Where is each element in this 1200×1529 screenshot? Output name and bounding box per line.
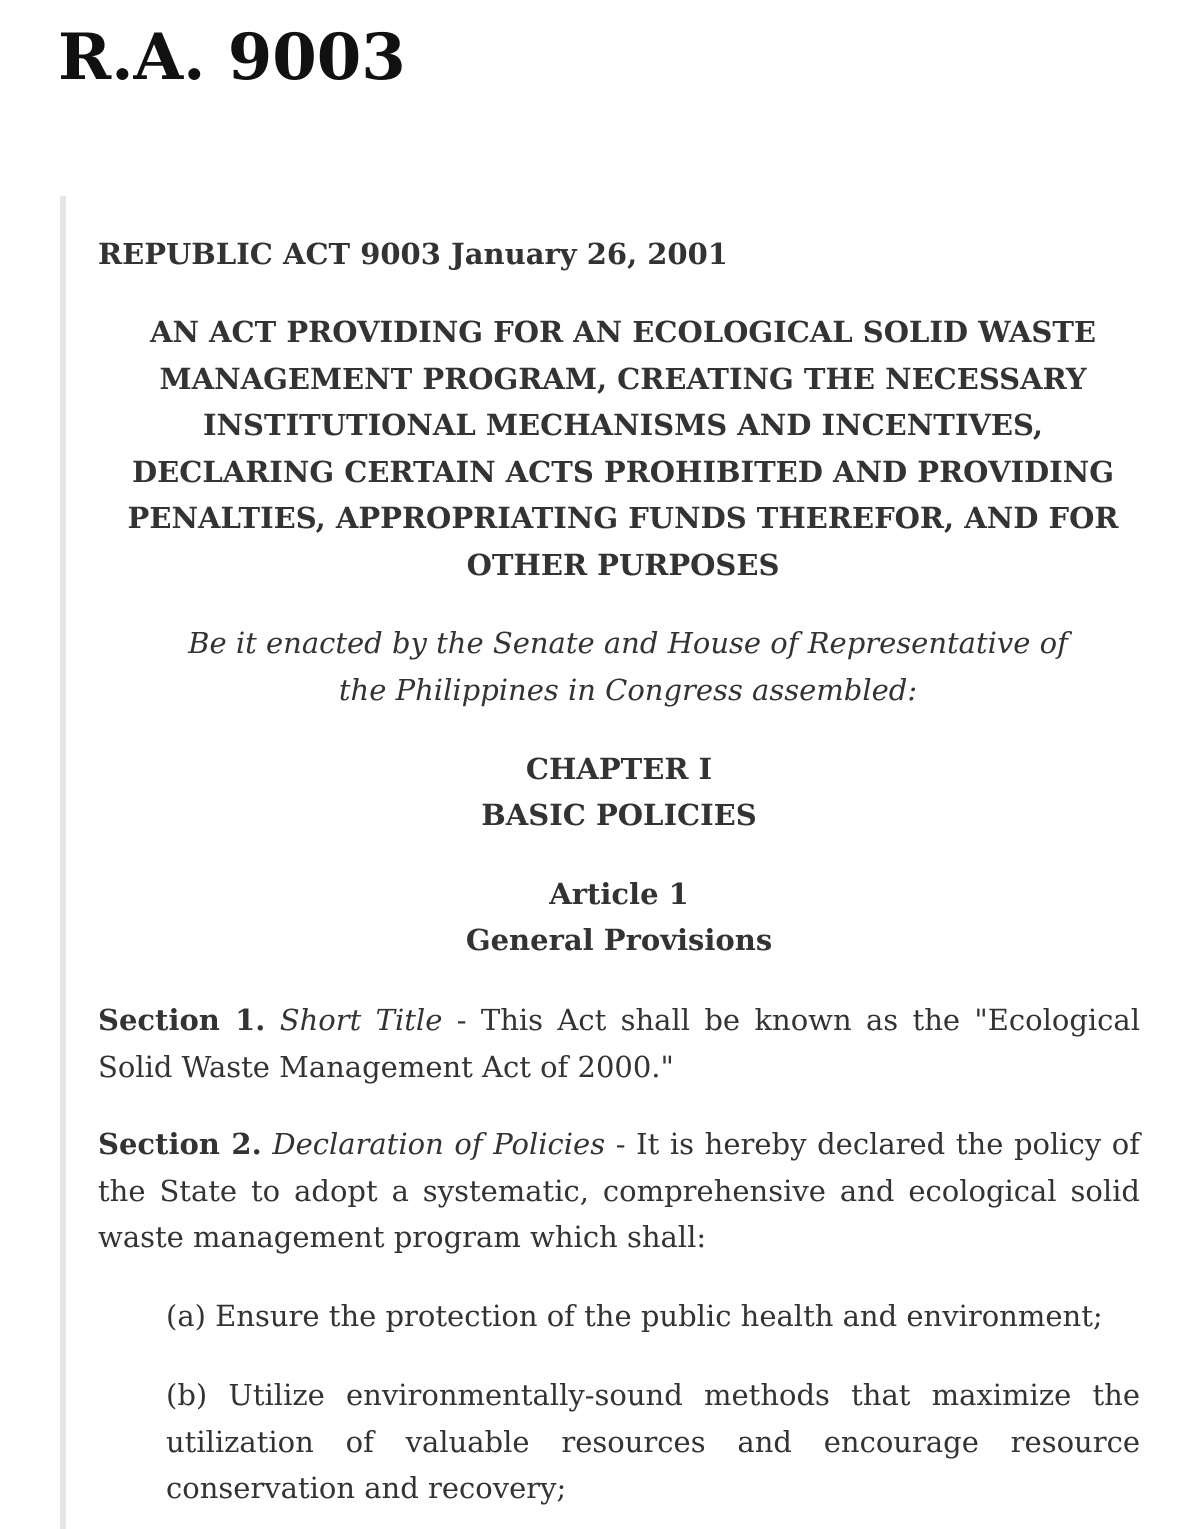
section-1-text: - This Act shall be known as the "Ecological Solid Waste Management Act of 2000.": [98, 1003, 1140, 1084]
chapter-number: CHAPTER I: [525, 752, 713, 786]
article-title: General Provisions: [465, 923, 773, 957]
section-2-heading: Declaration of Policies: [272, 1127, 606, 1161]
act-title: AN ACT PROVIDING FOR AN ECOLOGICAL SOLID WASTE MANAGEMENT PROGRAM, CREATING THE NECESSARY INSTITUTIONAL MECHANISMS AND INCENTIVES, DECLARING CERTAIN ACTS PROHIBITED AND PROVIDING PENALTIES, APPROPRIATING FUNDS THEREFOR, AND FOR OTHER PURPOSES: [127, 315, 1119, 582]
section-2: [98, 1121, 1140, 1261]
section-1-heading: Short Title: [279, 1003, 443, 1037]
section-1: [98, 997, 1140, 1090]
act-number-date: REPUBLIC ACT 9003 January 26, 2001: [98, 237, 728, 271]
list-item-b: (b) Utilize environmentally-sound methods that maximize the utilization of valuable resources and encourage resource conservation and recovery;: [166, 1378, 1140, 1506]
section-2-label: Section 2.: [98, 1127, 262, 1161]
enacting-clause: Be it enacted by the Senate and House of Representative of the Philippines in Congress assembled:: [188, 626, 1068, 707]
section-1-label: Section 1.: [98, 1003, 266, 1037]
section-2-text: - It is hereby declared the policy of the State to adopt a systematic, comprehensive and ecological solid waste management program which shall:: [98, 1127, 1140, 1255]
list-item-a: (a) Ensure the protection of the public health and environment;: [166, 1299, 1103, 1333]
page-title: R.A. 9003: [58, 20, 406, 95]
chapter-title: BASIC POLICIES: [481, 798, 757, 832]
act-blockquote: [60, 196, 1200, 1529]
article-number: Article 1: [549, 877, 689, 911]
